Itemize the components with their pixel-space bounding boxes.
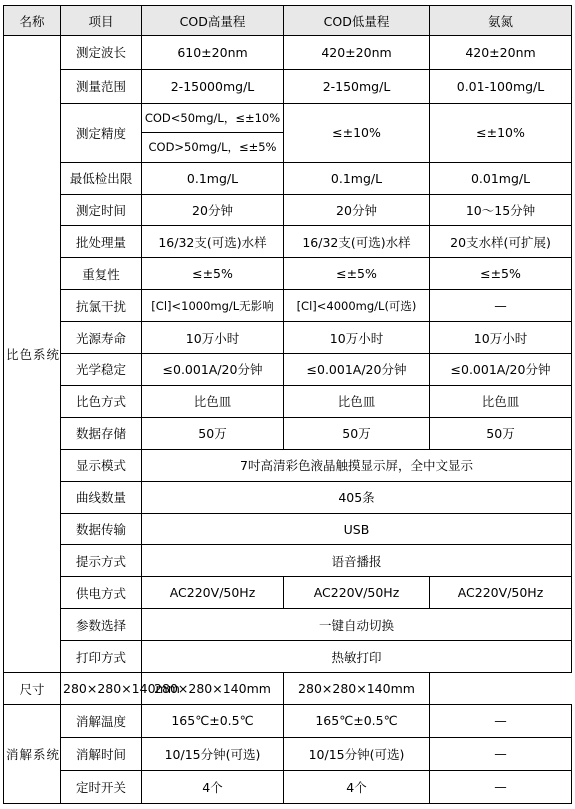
header-ammonia: 氨氮 — [430, 6, 572, 36]
table-row — [4, 354, 572, 386]
row-label: 提示方式 — [61, 545, 142, 577]
cell-cod-high: COD<50mg/L，≤±10% — [142, 103, 284, 132]
row-label: 抗氯干扰 — [61, 290, 142, 322]
row-label: 测定时间 — [61, 194, 142, 226]
cell-merged: 7吋高清彩色液晶触摸显示屏，全中文显示 — [142, 449, 572, 481]
cell-merged: USB — [142, 513, 572, 545]
cell-cod-low: 比色皿 — [284, 385, 430, 417]
cell-cod-low: 165℃±0.5℃ — [284, 705, 430, 738]
header-cod-high: COD高量程 — [142, 6, 284, 36]
cell-ammonia: ≤±5% — [430, 258, 572, 290]
table-row — [4, 69, 572, 103]
table-row — [4, 290, 572, 322]
cell-cod-low: 50万 — [284, 417, 430, 449]
row-label: 消解时间 — [61, 737, 142, 770]
table-row — [4, 194, 572, 226]
cell-cod-high: ≤0.001A/20分钟 — [142, 354, 284, 386]
cell-merged: 405条 — [142, 481, 572, 513]
header-cod-low: COD低量程 — [284, 6, 430, 36]
cell-ammonia: 0.01mg/L — [430, 162, 572, 194]
section-colorimetric: 比色系统 — [4, 36, 61, 673]
row-label: 数据存储 — [61, 417, 142, 449]
table-row — [4, 513, 572, 545]
row-label: 重复性 — [61, 258, 142, 290]
row-label: 消解温度 — [61, 705, 142, 738]
cell-merged: 语音播报 — [142, 545, 572, 577]
row-label: 批处理量 — [61, 226, 142, 258]
cell-ammonia: 420±20nm — [430, 36, 572, 70]
cell-cod-high: 2-15000mg/L — [142, 69, 284, 103]
cell-cod-high: AC220V/50Hz — [142, 577, 284, 609]
cell-cod-high: 20分钟 — [142, 194, 284, 226]
section-digestion: 消解系统 — [4, 705, 61, 804]
cell-ammonia: 280×280×140mm — [284, 673, 430, 705]
table-row — [4, 770, 572, 803]
cell-cod-high: 610±20nm — [142, 36, 284, 70]
row-label: 比色方式 — [61, 385, 142, 417]
cell-ammonia: 比色皿 — [430, 385, 572, 417]
header-row — [4, 6, 572, 36]
cell-ammonia: 10万小时 — [430, 322, 572, 354]
cell-cod-high: 10/15分钟(可选) — [142, 737, 284, 770]
row-label: 尺寸 — [4, 673, 61, 705]
cell-cod-low: 420±20nm — [284, 36, 430, 70]
table-row — [4, 641, 572, 673]
table-row — [4, 673, 572, 705]
table-row — [4, 609, 572, 641]
row-label: 测量范围 — [61, 69, 142, 103]
cell-ammonia: AC220V/50Hz — [430, 577, 572, 609]
cell-cod-low: 10/15分钟(可选) — [284, 737, 430, 770]
cell-ammonia: ≤0.001A/20分钟 — [430, 354, 572, 386]
cell-cod-high: [Cl]<1000mg/L无影响 — [142, 290, 284, 322]
cell-ammonia: 50万 — [430, 417, 572, 449]
cell-cod-high: ≤±5% — [142, 258, 284, 290]
cell-cod-low: ≤±5% — [284, 258, 430, 290]
table-row — [4, 449, 572, 481]
table-row — [4, 258, 572, 290]
cell-ammonia: 10～15分钟 — [430, 194, 572, 226]
cell-cod-low: ≤±10% — [284, 103, 430, 162]
cell-cod-high: 比色皿 — [142, 385, 284, 417]
cell-cod-high: 4个 — [142, 770, 284, 803]
cell-merged: 热敏打印 — [142, 641, 572, 673]
table-row — [4, 705, 572, 738]
cell-cod-low: 10万小时 — [284, 322, 430, 354]
cell-cod-low: [Cl]<4000mg/L(可选) — [284, 290, 430, 322]
cell-merged: 一键自动切换 — [142, 609, 572, 641]
header-name: 名称 — [4, 6, 61, 36]
cell-ammonia: — — [430, 705, 572, 738]
table-row — [4, 577, 572, 609]
spec-table — [3, 5, 572, 804]
cell-ammonia: — — [430, 737, 572, 770]
row-label: 光学稳定 — [61, 354, 142, 386]
cell-cod-high: 50万 — [142, 417, 284, 449]
cell-cod-high: 280×280×140mm — [61, 673, 142, 705]
cell-cod-high: 165℃±0.5℃ — [142, 705, 284, 738]
cell-ammonia: — — [430, 770, 572, 803]
cell-cod-low: 4个 — [284, 770, 430, 803]
row-label: 最低检出限 — [61, 162, 142, 194]
row-label: 光源寿命 — [61, 322, 142, 354]
cell-ammonia: 0.01-100mg/L — [430, 69, 572, 103]
cell-cod-high: 0.1mg/L — [142, 162, 284, 194]
row-label: 参数选择 — [61, 609, 142, 641]
header-item: 项目 — [61, 6, 142, 36]
table-row — [4, 36, 572, 70]
cell-cod-low: 16/32支(可选)水样 — [284, 226, 430, 258]
row-label: 供电方式 — [61, 577, 142, 609]
table-row — [4, 417, 572, 449]
cell-cod-low: 280×280×140mm — [142, 673, 284, 705]
table-row — [4, 385, 572, 417]
cell-cod-low: 20分钟 — [284, 194, 430, 226]
cell-ammonia: 20支水样(可扩展) — [430, 226, 572, 258]
cell-cod-low: 2-150mg/L — [284, 69, 430, 103]
cell-cod-low: AC220V/50Hz — [284, 577, 430, 609]
row-label: 显示模式 — [61, 449, 142, 481]
cell-cod-low: ≤0.001A/20分钟 — [284, 354, 430, 386]
table-row — [4, 103, 572, 132]
table-row — [4, 481, 572, 513]
table-row — [4, 545, 572, 577]
row-label: 打印方式 — [61, 641, 142, 673]
table-row — [4, 162, 572, 194]
row-label: 数据传输 — [61, 513, 142, 545]
cell-cod-high: 10万小时 — [142, 322, 284, 354]
cell-ammonia: — — [430, 290, 572, 322]
table-row — [4, 226, 572, 258]
cell-cod-low: 0.1mg/L — [284, 162, 430, 194]
cell-cod-high: COD>50mg/L，≤±5% — [142, 132, 284, 162]
cell-cod-high: 16/32支(可选)水样 — [142, 226, 284, 258]
cell-ammonia: ≤±10% — [430, 103, 572, 162]
row-label: 测定波长 — [61, 36, 142, 70]
table-row — [4, 737, 572, 770]
row-label: 曲线数量 — [61, 481, 142, 513]
row-label: 定时开关 — [61, 770, 142, 803]
table-row — [4, 322, 572, 354]
row-label: 测定精度 — [61, 103, 142, 162]
